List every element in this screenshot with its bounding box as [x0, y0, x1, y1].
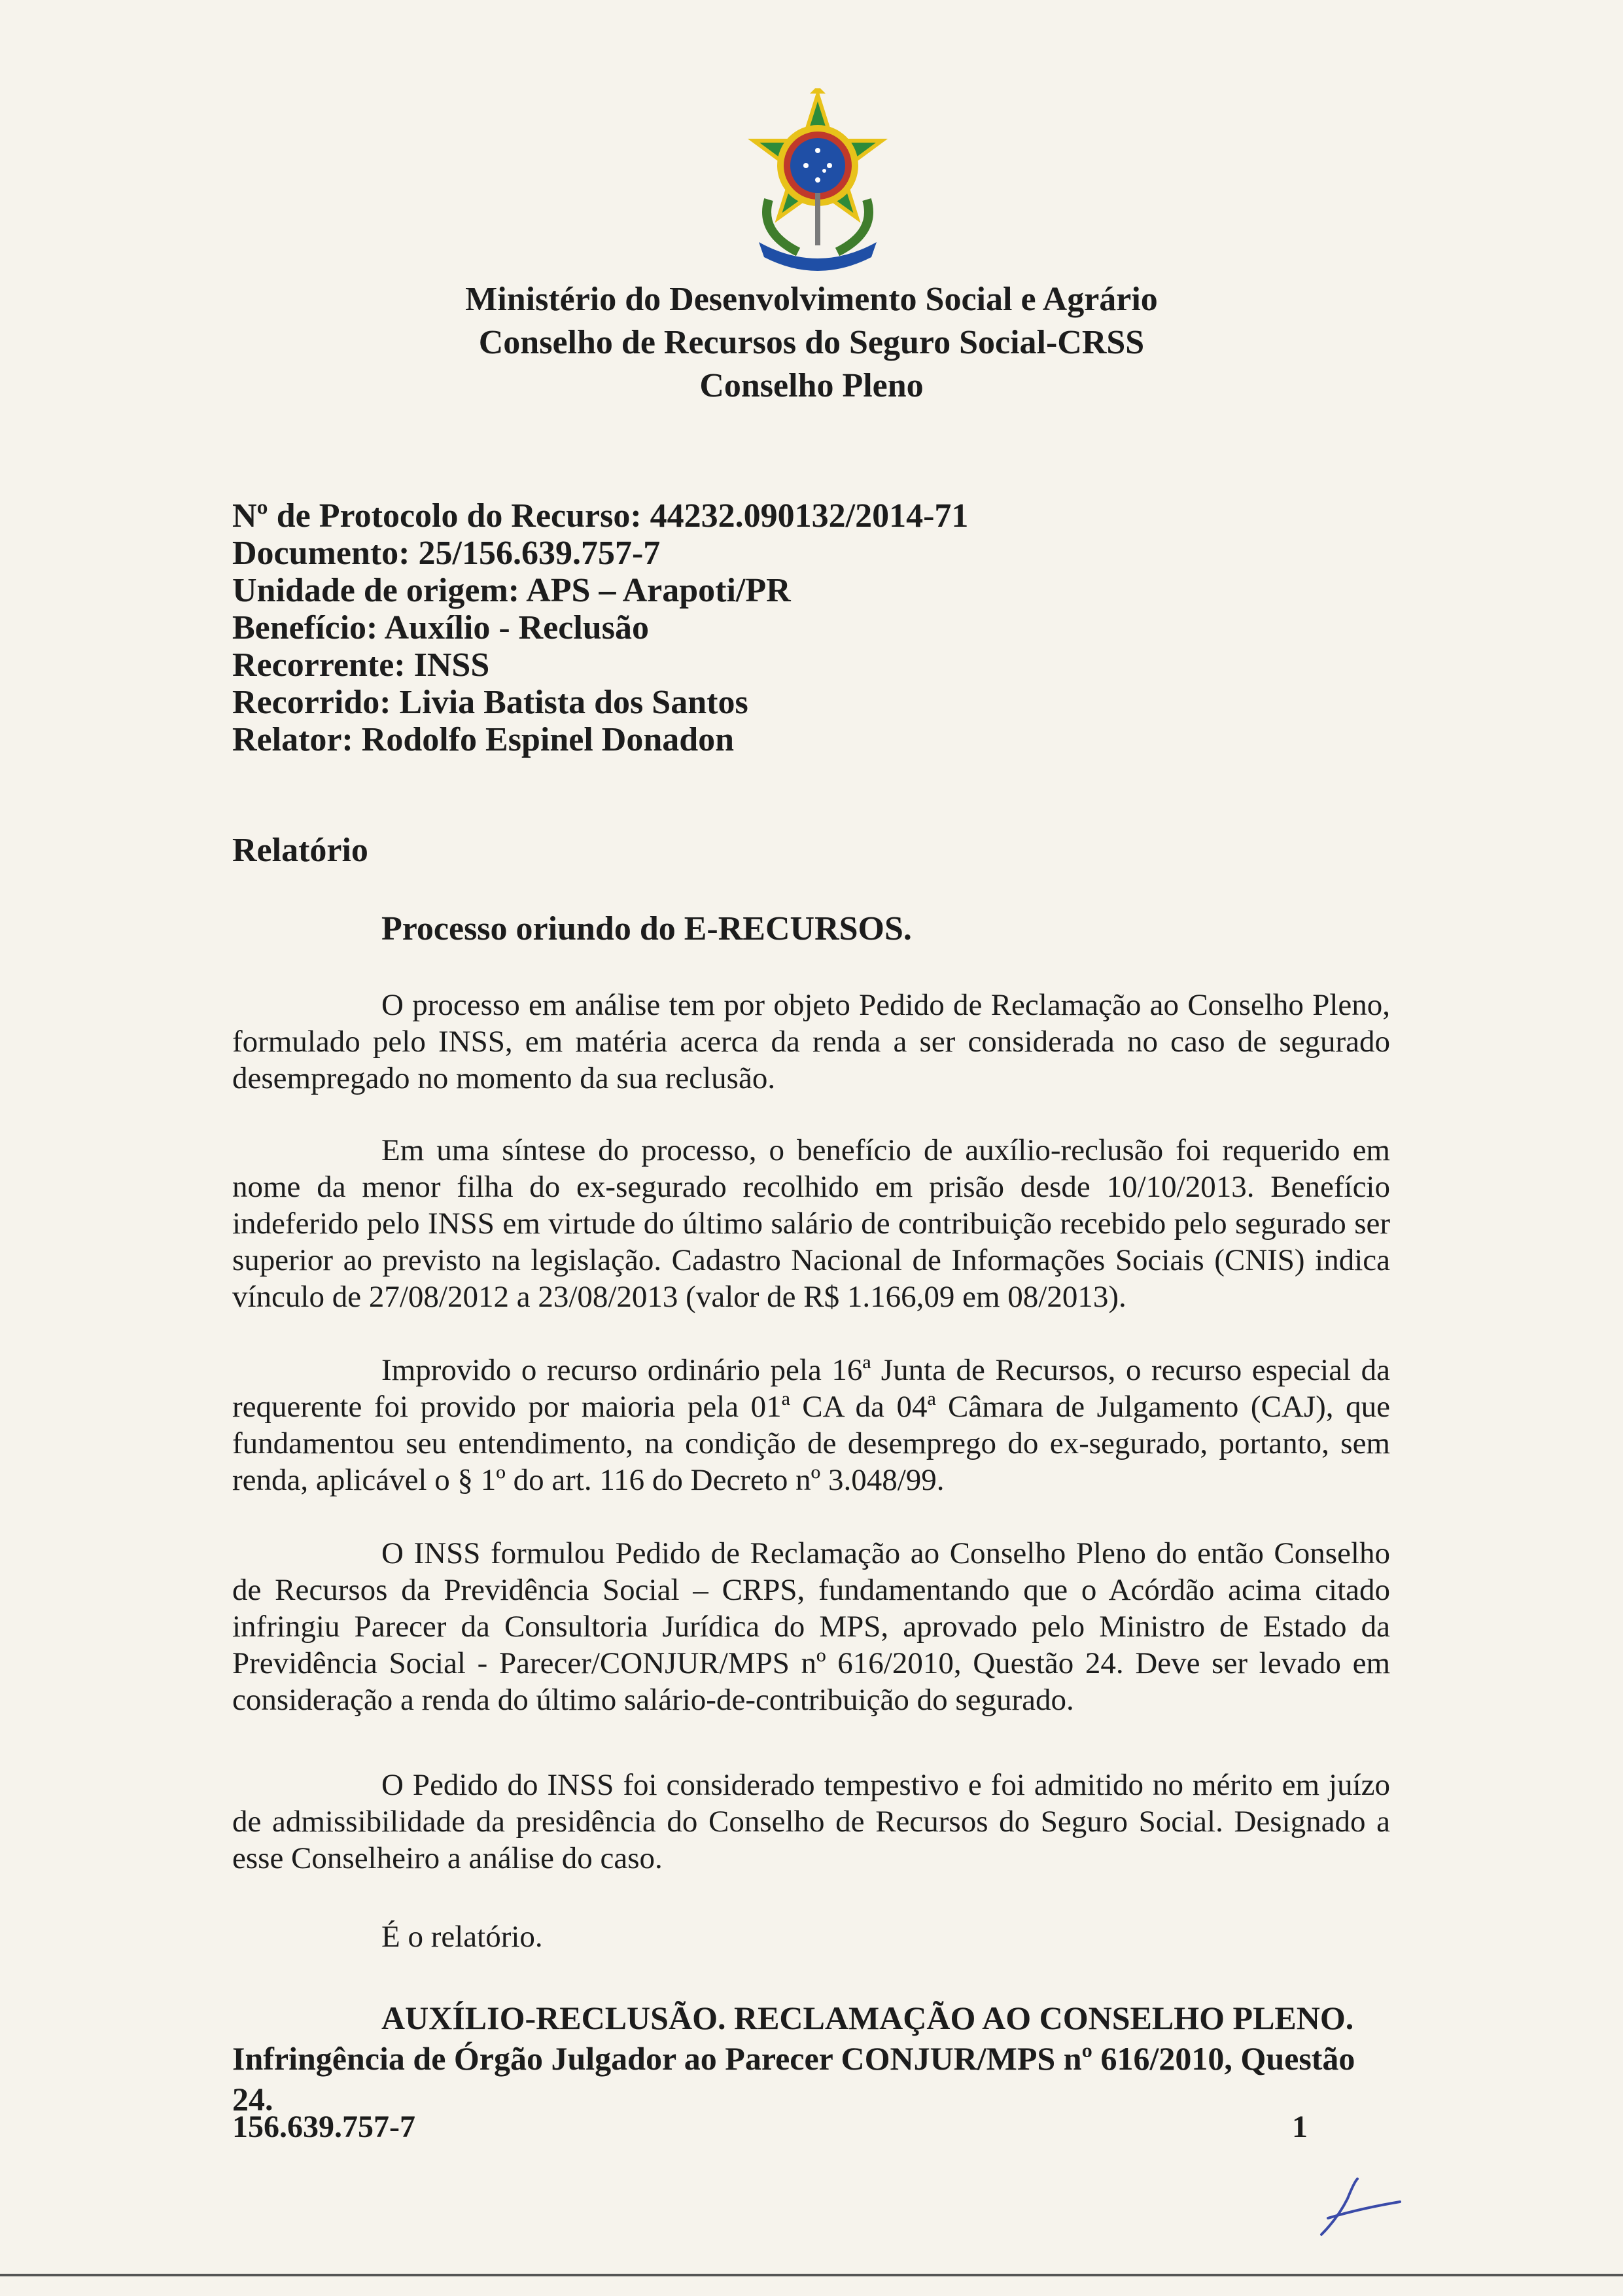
- rapporteur: Relator: Rodolfo Espinel Donadon: [232, 721, 735, 758]
- ementa-line-1: AUXÍLIO-RECLUSÃO. RECLAMAÇÃO AO CONSELHO PLENO.: [381, 2000, 1354, 2036]
- report-paragraph: O processo em análise tem por objeto Pedido de Reclamação ao Conselho Pleno, formulado pelo INSS, em matéria acerca da renda a ser considerada no caso de segurado desempregado no momento da sua reclusão.: [232, 988, 1390, 1095]
- ementa-block: [232, 1998, 1390, 2119]
- coat-of-arms-icon: [733, 88, 903, 278]
- plenary-name: Conselho Pleno: [699, 367, 924, 404]
- report-title: Relatório: [232, 832, 368, 869]
- page-number: 1: [1292, 2110, 1308, 2144]
- case-metadata: [232, 497, 968, 758]
- origin-unit: Unidade de origem: APS – Arapoti/PR: [232, 572, 791, 609]
- report-paragraph: O INSS formulou Pedido de Reclamação ao Conselho Pleno do então Conselho de Recursos da Previdência Social – CRPS, fundamentando que o Acórdão acima citado infringiu Parecer da Consultoria Jurídica do MPS, aprovado pelo Ministro de Estado da Previdência Social - Parecer/CONJUR/MPS nº 616/2010, Questão 24. Deve ser levado em consideração a renda do último salário-de-contribuição do segurado.: [232, 1536, 1390, 1717]
- report-paragraph: Em uma síntese do processo, o benefício de auxílio-reclusão foi requerido em nome da menor filha do ex-segurado recolhido em prisão desde 10/10/2013. Benefício indeferido pelo INSS em virtude do último salário de contribuição recebido pelo segurado ser superior ao previsto na legislação. Cadastro Nacional de Informações Sociais (CNIS) indica vínculo de 27/08/2012 a 23/08/2013 (valor de R$ 1.166,09 em 08/2013).: [232, 1133, 1390, 1314]
- appellee: Recorrido: Livia Batista dos Santos: [232, 684, 748, 721]
- council-name: Conselho de Recursos do Seguro Social-CRSS: [478, 324, 1145, 361]
- signature-initial-icon: [1308, 2172, 1406, 2244]
- report-paragraph: O Pedido do INSS foi considerado tempestivo e foi admitido no mérito em juízo de admissibilidade da presidência do Conselho de Recursos do Seguro Social. Designado a esse Conselheiro a análise do caso.: [232, 1768, 1390, 1875]
- ministry-name: Ministério do Desenvolvimento Social e Agrário: [465, 281, 1158, 318]
- report-subtitle: Processo oriundo do E-RECURSOS.: [381, 910, 912, 947]
- ementa-line-2: Infringência de Órgão Julgador ao Parecer CONJUR/MPS nº 616/2010, Questão 24.: [232, 2040, 1355, 2117]
- document-number: Documento: 25/156.639.757-7: [232, 535, 661, 572]
- footer-document-number: 156.639.757-7: [232, 2110, 415, 2144]
- protocol-number: Nº de Protocolo do Recurso: 44232.090132/2014-71: [232, 497, 969, 535]
- document-header: [0, 278, 1623, 408]
- appellant: Recorrente: INSS: [232, 646, 490, 684]
- bottom-divider: [0, 2274, 1623, 2276]
- report-closing: É o relatório.: [381, 1920, 543, 1954]
- report-paragraph: Improvido o recurso ordinário pela 16ª Junta de Recursos, o recurso especial da requerente foi provido por maioria pela 01ª CA da 04ª Câmara de Julgamento (CAJ), que fundamentou seu entendimento, na condição de desemprego do ex-segurado, portanto, sem renda, aplicável o § 1º do art. 116 do Decreto nº 3.048/99.: [232, 1353, 1390, 1497]
- benefit-type: Benefício: Auxílio - Reclusão: [232, 609, 649, 646]
